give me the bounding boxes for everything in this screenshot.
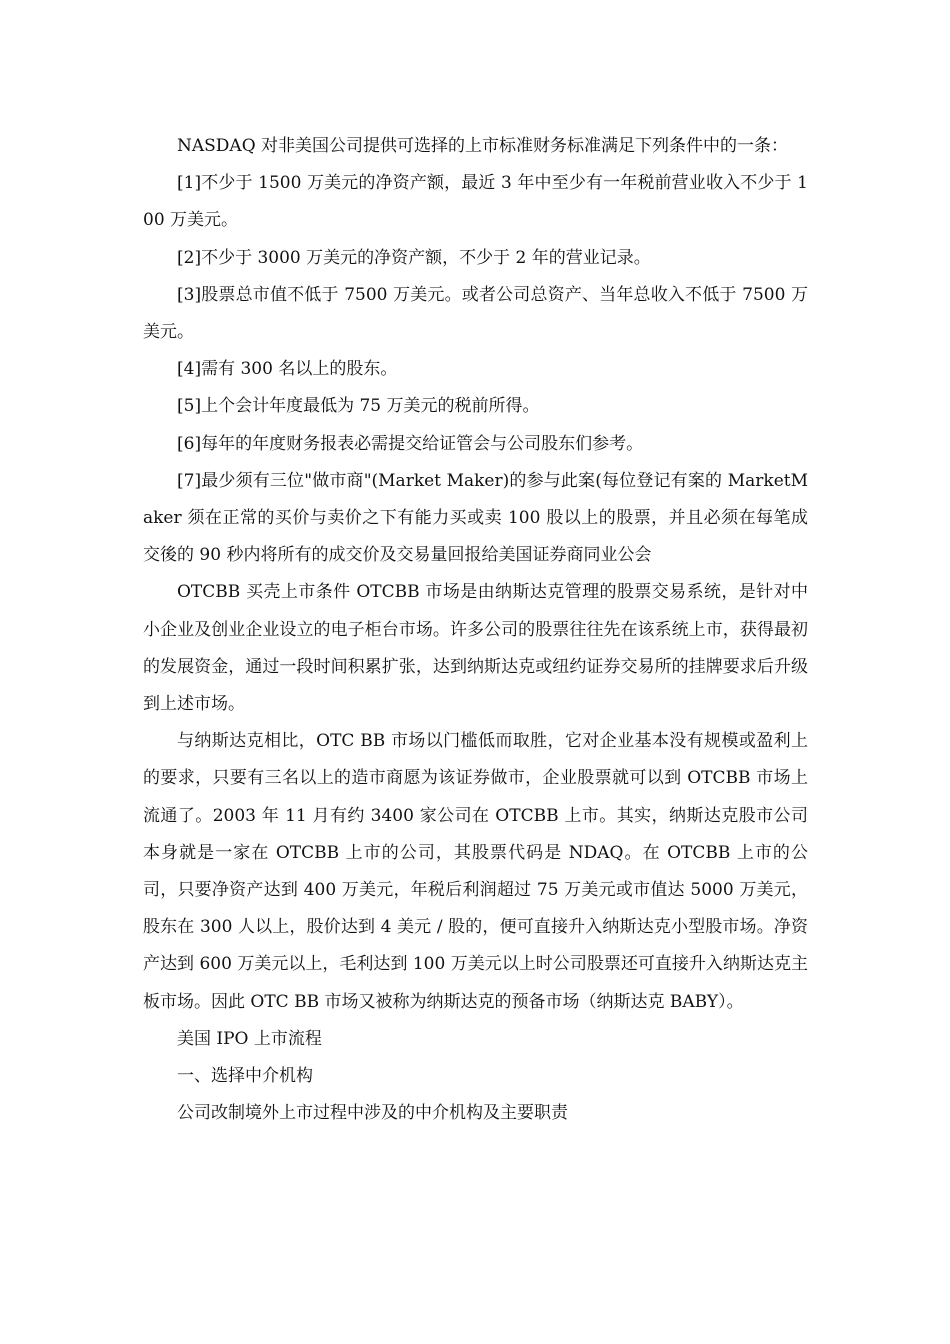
paragraph-otcbb-conditions: OTCBB 买壳上市条件 OTCBB 市场是由纳斯达克管理的股票交易系统，是针对中小企业及创业企业设立的电子柜台市场。许多公司的股票往往先在该系统上市，获得最初的发展资金，通过一段时间积累扩张，达到纳斯达克或纽约证券交易所的挂牌要求后升级到上述市场。 xyxy=(143,582,808,715)
paragraph-criterion-5: [5]上个会计年度最低为 75 万美元的税前所得。 xyxy=(177,396,540,417)
paragraph-us-ipo-process: 美国 IPO 上市流程 xyxy=(177,1028,322,1049)
paragraph-criterion-2: [2]不少于 3000 万美元的净资产额，不少于 2 年的营业记录。 xyxy=(177,247,651,268)
paragraph-criterion-6: [6]每年的年度财务报表必需提交给证管会与公司股东们参考。 xyxy=(177,433,644,454)
paragraph-criterion-1: [1]不少于 1500 万美元的净资产额，最近 3 年中至少有一年税前营业收入不少于 100 万美元。 xyxy=(143,173,808,231)
paragraph-otcbb-comparison: 与纳斯达克相比，OTC BB 市场以门槛低而取胜，它对企业基本没有规模或盈利上的要求，只要有三名以上的造市商愿为该证券做市，企业股票就可以到 OTCBB 市场上流通了。2003 年 11 月有约 3400 家公司在 OTCBB 上市。其实，纳斯达克股市公司本身就是一家在 OTCBB 上市的公司，其股票代码是 NDAQ。在 OTCBB 上市的公司，只要净资产达到 400 万美元，年税后利润超过 75 万美元或市值达 5000 万美元，股东在 300 人以上，股价达到 4 美元 / 股的，便可直接升入纳斯达克小型股市场。净资产达到 600 万美元以上，毛利达到 100 万美元以上时公司股票还可直接升入纳斯达克主板市场。因此 OTC BB 市场又被称为纳斯达克的预备市场（纳斯达克 BABY）。 xyxy=(143,731,808,1012)
document-page xyxy=(143,128,808,1132)
paragraph-select-intermediary: 一、选择中介机构 xyxy=(177,1066,313,1087)
paragraph-nasdaq-intro: NASDAQ 对非美国公司提供可选择的上市标准财务标准满足下列条件中的一条： xyxy=(177,136,789,156)
paragraph-criterion-3: [3]股票总市值不低于 7500 万美元。或者公司总资产、当年总收入不低于 7500 万美元。 xyxy=(143,284,808,343)
paragraph-criterion-4: [4]需有 300 名以上的股东。 xyxy=(177,359,398,380)
paragraph-criterion-7: [7]最少须有三位"做市商"(Market Maker)的参与此案(每位登记有案的 MarketMaker 须在正常的买价与卖价之下有能力买或卖 100 股以上的股票，并且必须在每笔成交後的 90 秒内将所有的成交价及交易量回报给美国证券商同业公会 xyxy=(143,470,808,566)
paragraph-intermediary-duties: 公司改制境外上市过程中涉及的中介机构及主要职责 xyxy=(177,1103,568,1124)
